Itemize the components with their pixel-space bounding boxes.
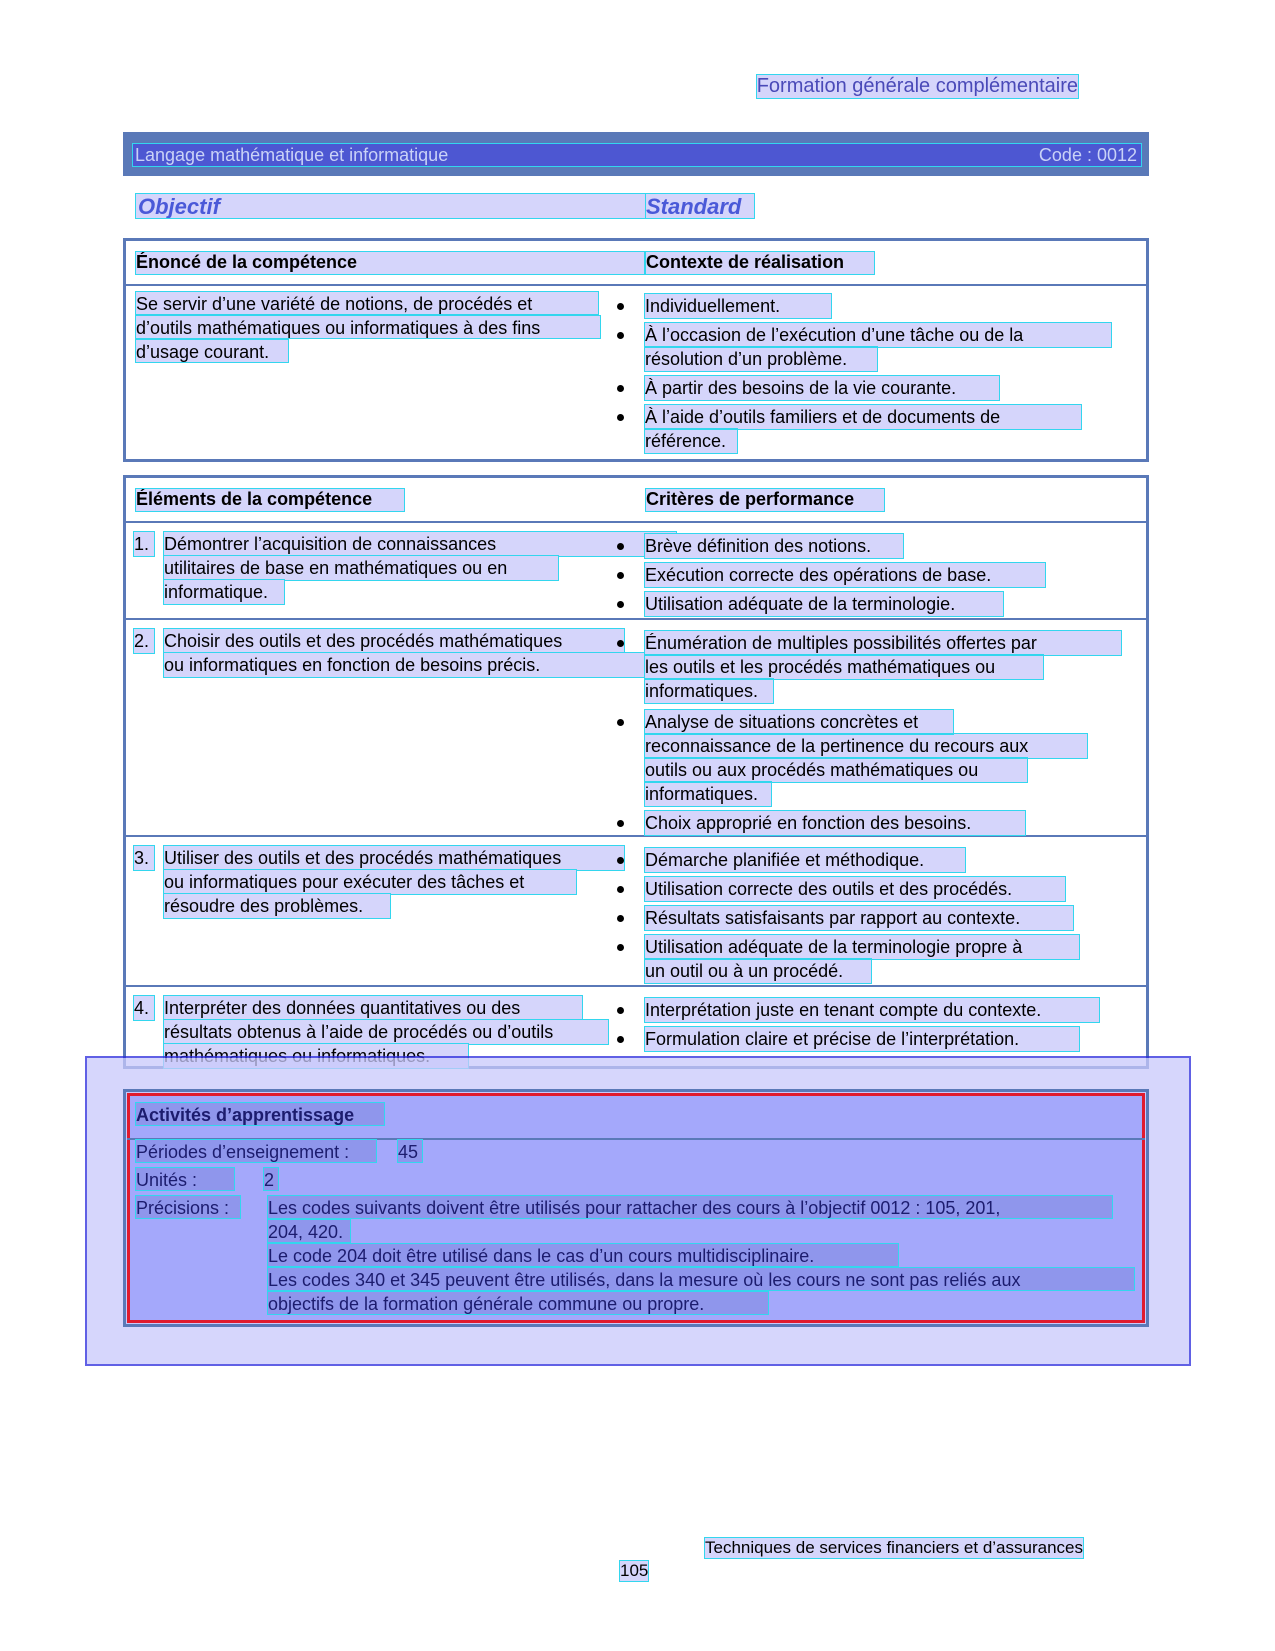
section-header: Formation générale complémentaire [756,75,1078,97]
context-item: À l’occasion de l’exécution d’une tâche ou de la résolution d’un problème. [645,323,1111,371]
program-name: Techniques de services financiers et d’assurances [705,1538,1083,1557]
criteria-item: Formulation claire et précise de l’interprétation. [645,1027,1079,1051]
bullet-icon [615,325,625,335]
title-bar [123,132,1149,176]
precisions-label: Précisions : [136,1196,240,1218]
activites-title: Activités d’apprentissage [136,1103,384,1125]
context-header: Contexte de réalisation [646,252,874,274]
bullet-icon [615,712,625,722]
criteria-item: Exécution correcte des opérations de base. [645,563,1045,587]
statement-line: d’usage courant. [136,340,288,362]
page-number: 105 [620,1561,649,1580]
criteria-item: Résultats satisfaisants par rapport au contexte. [645,906,1073,930]
bullet-icon [615,296,625,306]
context-item: À l’aide d’outils familiers et de documents de référence. [645,405,1081,453]
standard-heading: Standard [646,194,754,218]
bullet-icon [615,407,625,417]
criteria-item: Énumération de multiples possibilités offertes par les outils et les procédés mathématiques ou informatiques. [645,631,1121,703]
bullet-icon [615,850,625,860]
periodes-label: Périodes d’enseignement : [136,1140,376,1162]
criteria-item: Utilisation adéquate de la terminologie. [645,592,1003,616]
unites-value: 2 [264,1168,278,1190]
bullet-icon [615,594,625,604]
element-number: 3. [134,846,154,870]
elements-header: Éléments de la compétence [136,489,404,511]
criteria-item: Interprétation juste en tenant compte du contexte. [645,998,1099,1022]
bullet-icon [615,633,625,643]
bullet-icon [615,565,625,575]
bullet-icon [615,536,625,546]
course-title: Langage mathématique et informatique [135,145,449,165]
unites-label: Unités : [136,1168,234,1190]
criteria-item: Analyse de situations concrètes et reconnaissance de la pertinence du recours aux outils ou aux procédés mathématiques ou informatiques. [645,710,1087,806]
criteria-item: Choix approprié en fonction des besoins. [645,811,1025,835]
objectif-heading: Objectif [136,194,646,218]
statement-line: d’outils mathématiques ou informatiques à des fins [136,316,600,338]
precisions-text: Les codes suivants doivent être utilisés pour rattacher des cours à l’objectif 0012 : 105, 201, 204, 420. Le code 204 doit être utilisé dans le cas d’un cours multidisciplinaire. Les codes 340 et 345 peuvent être utilisés, dans la mesure où les cours ne sont pas reliés aux objectifs de la formation générale commune ou propre. [268,1196,1138,1314]
criteria-header: Critères de performance [646,489,884,511]
criteria-item: Démarche planifiée et méthodique. [645,848,965,872]
bullet-icon [615,1000,625,1010]
criteria-item: Utilisation adéquate de la terminologie propre à un outil ou à un procédé. [645,935,1079,983]
context-item: Individuellement. [645,294,831,318]
competence-statement [136,292,600,362]
bullet-icon [615,1029,625,1039]
competence-header: Énoncé de la compétence [136,252,644,274]
bullet-icon [615,879,625,889]
statement-line: Se servir d’une variété de notions, de procédés et [136,292,598,314]
context-item: À partir des besoins de la vie courante. [645,376,999,400]
periodes-value: 45 [398,1140,422,1162]
element-number: 1. [134,532,154,556]
course-code: Code : 0012 [1038,145,1137,165]
bullet-icon [615,937,625,947]
element-number: 2. [134,629,154,653]
element-number: 4. [134,996,154,1020]
bullet-icon [615,378,625,388]
bullet-icon [615,813,625,823]
bullet-icon [615,908,625,918]
criteria-item: Brève définition des notions. [645,534,903,558]
criteria-item: Utilisation correcte des outils et des procédés. [645,877,1065,901]
